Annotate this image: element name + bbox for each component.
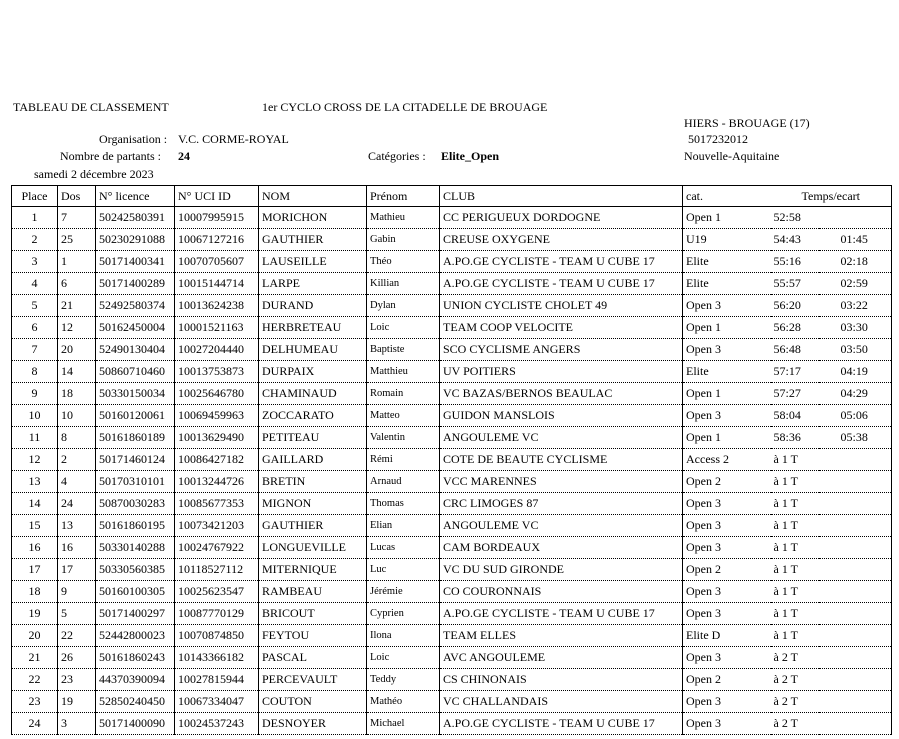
event-title: 1er CYCLO CROSS DE LA CITADELLE DE BROUAGE [262,100,548,114]
nom-cell: COUTON [259,691,367,713]
prenom-cell: Matteo [367,405,440,427]
dos-cell: 10 [58,405,96,427]
place-cell: 11 [12,427,58,449]
nom-cell: BRETIN [259,471,367,493]
dos-cell: 26 [58,647,96,669]
licence-cell: 44370390094 [96,669,175,691]
temps-cell: 56:20 [773,298,801,312]
col-prenom: Prénom [367,186,440,207]
ecart-cell [819,603,892,625]
uci-id-cell: 10069459963 [175,405,259,427]
cat-cell: Open 3 [683,713,771,735]
uci-id-cell: 10001521163 [175,317,259,339]
table-row [12,581,892,603]
cat-cell: Elite D [683,625,771,647]
prenom-cell: Luc [367,559,440,581]
nom-cell: LAUSEILLE [259,251,367,273]
cat-cell: Open 3 [683,405,771,427]
temps-cell: 56:48 [773,342,801,356]
partants-label: Nombre de partants : [60,149,161,163]
nom-cell: MORICHON [259,207,367,229]
results-table [11,185,892,735]
uci-id-cell: 10143366182 [175,647,259,669]
prenom-cell: Gabin [367,229,440,251]
place-cell: 10 [12,405,58,427]
table-row [12,339,892,361]
cat-cell: Elite [683,251,771,273]
uci-id-cell: 10025646780 [175,383,259,405]
club-cell: VC CHALLANDAIS [440,691,683,713]
licence-cell: 50160100305 [96,581,175,603]
organisation-label: Organisation : [99,132,168,146]
dos-cell: 23 [58,669,96,691]
dos-cell: 18 [58,383,96,405]
temps-cell: à 2 T [773,716,798,730]
uci-id-cell: 10015144714 [175,273,259,295]
cat-cell: Open 2 [683,669,771,691]
dos-cell: 21 [58,295,96,317]
temps-cell: 57:27 [773,386,801,400]
nom-cell: LARPE [259,273,367,295]
col-place: Place [12,186,58,207]
dos-cell: 16 [58,537,96,559]
nom-cell: CHAMINAUD [259,383,367,405]
uci-id-cell: 10024767922 [175,537,259,559]
licence-cell: 52442800023 [96,625,175,647]
table-row [12,295,892,317]
uci-id-cell: 10067127216 [175,229,259,251]
nom-cell: PASCAL [259,647,367,669]
prenom-cell: Cyprien [367,603,440,625]
col-uci-id: N° UCI ID [175,186,259,207]
licence-cell: 50161860243 [96,647,175,669]
cat-cell: Open 3 [683,537,771,559]
uci-id-cell: 10013244726 [175,471,259,493]
table-row [12,405,892,427]
table-row [12,669,892,691]
table-row [12,493,892,515]
club-cell: A.PO.GE CYCLISTE - TEAM U CUBE 17 [440,273,683,295]
club-cell: GUIDON MANSLOIS [440,405,683,427]
nom-cell: FEYTOU [259,625,367,647]
dos-cell: 1 [58,251,96,273]
temps-cell: à 1 T [773,452,798,466]
ecart-cell [819,537,892,559]
club-cell: AVC ANGOULEME [440,647,683,669]
prenom-cell: Loic [367,317,440,339]
temps-cell: 57:17 [773,364,801,378]
dos-cell: 7 [58,207,96,229]
cat-cell: Open 3 [683,581,771,603]
temps-cell: 58:36 [773,430,801,444]
club-cell: CAM BORDEAUX [440,537,683,559]
prenom-cell: Elian [367,515,440,537]
dos-cell: 8 [58,427,96,449]
temps-cell: à 1 T [773,518,798,532]
ecart-cell [819,647,892,669]
licence-cell: 50161860195 [96,515,175,537]
ecart-cell [819,581,892,603]
nom-cell: GAUTHIER [259,515,367,537]
place-cell: 9 [12,383,58,405]
prenom-cell: Thomas [367,493,440,515]
cat-cell: Open 2 [683,471,771,493]
dos-cell: 2 [58,449,96,471]
place-cell: 2 [12,229,58,251]
uci-id-cell: 10027204440 [175,339,259,361]
organisation-code: 5017232012 [688,132,748,146]
prenom-cell: Jérémie [367,581,440,603]
uci-id-cell: 10087770129 [175,603,259,625]
dos-cell: 9 [58,581,96,603]
dos-cell: 6 [58,273,96,295]
dos-cell: 4 [58,471,96,493]
dos-cell: 22 [58,625,96,647]
dos-cell: 3 [58,713,96,735]
place-cell: 3 [12,251,58,273]
uci-id-cell: 10118527112 [175,559,259,581]
categories-label: Catégories : [368,149,426,163]
uci-id-cell: 10024537243 [175,713,259,735]
table-header-row [12,186,892,207]
dos-cell: 13 [58,515,96,537]
licence-cell: 50171400289 [96,273,175,295]
cat-cell: Open 3 [683,295,771,317]
place-cell: 16 [12,537,58,559]
cat-cell: Open 3 [683,603,771,625]
ecart-cell [819,515,892,537]
temps-cell: à 1 T [773,496,798,510]
place-cell: 21 [12,647,58,669]
place-cell: 7 [12,339,58,361]
nom-cell: RAMBEAU [259,581,367,603]
nom-cell: DELHUMEAU [259,339,367,361]
prenom-cell: Ilona [367,625,440,647]
nom-cell: PETITEAU [259,427,367,449]
licence-cell: 52490130404 [96,339,175,361]
temps-cell: à 1 T [773,474,798,488]
ecart-cell [819,691,892,713]
cat-cell: Open 1 [683,427,771,449]
prenom-cell: Mathéo [367,691,440,713]
club-cell: VC DU SUD GIRONDE [440,559,683,581]
event-date: samedi 2 décembre 2023 [34,167,154,181]
ecart-cell [819,493,892,515]
nom-cell: GAILLARD [259,449,367,471]
club-cell: ANGOULEME VC [440,515,683,537]
col-cat: cat. [683,186,771,207]
cat-cell: Elite [683,361,771,383]
licence-cell: 50330150034 [96,383,175,405]
club-cell: A.PO.GE CYCLISTE - TEAM U CUBE 17 [440,713,683,735]
cat-cell: Open 1 [683,317,771,339]
prenom-cell: Teddy [367,669,440,691]
ecart-cell [819,559,892,581]
uci-id-cell: 10086427182 [175,449,259,471]
licence-cell: 50171460124 [96,449,175,471]
club-cell: CS CHINONAIS [440,669,683,691]
place-cell: 13 [12,471,58,493]
nom-cell: HERBRETEAU [259,317,367,339]
col-nom: NOM [259,186,367,207]
licence-cell: 50242580391 [96,207,175,229]
table-row [12,207,892,229]
licence-cell: 50170310101 [96,471,175,493]
club-cell: TEAM ELLES [440,625,683,647]
nom-cell: PERCEVAULT [259,669,367,691]
ecart-cell: 05:38 [819,427,892,449]
nom-cell: DESNOYER [259,713,367,735]
temps-cell: à 2 T [773,694,798,708]
col-temps-ecart: Temps/ecart [771,186,892,207]
club-cell: CRC LIMOGES 87 [440,493,683,515]
ecart-cell [819,471,892,493]
temps-cell: à 1 T [773,540,798,554]
uci-id-cell: 10013624238 [175,295,259,317]
club-cell: CC PERIGUEUX DORDOGNE [440,207,683,229]
prenom-cell: Killian [367,273,440,295]
ecart-cell: 04:19 [819,361,892,383]
col-licence: N° licence [96,186,175,207]
temps-cell: 58:04 [773,408,801,422]
uci-id-cell: 10085677353 [175,493,259,515]
uci-id-cell: 10070874850 [175,625,259,647]
place-cell: 8 [12,361,58,383]
table-row [12,537,892,559]
place-cell: 22 [12,669,58,691]
dos-cell: 25 [58,229,96,251]
table-row [12,559,892,581]
dos-cell: 14 [58,361,96,383]
dos-cell: 24 [58,493,96,515]
place-cell: 19 [12,603,58,625]
temps-cell: à 2 T [773,672,798,686]
place-cell: 5 [12,295,58,317]
licence-cell: 50230291088 [96,229,175,251]
licence-cell: 50860710460 [96,361,175,383]
uci-id-cell: 10013629490 [175,427,259,449]
prenom-cell: Mathieu [367,207,440,229]
ecart-cell [819,207,892,229]
nom-cell: GAUTHIER [259,229,367,251]
cat-cell: Open 3 [683,691,771,713]
club-cell: A.PO.GE CYCLISTE - TEAM U CUBE 17 [440,251,683,273]
cat-cell: U19 [683,229,771,251]
prenom-cell: Romain [367,383,440,405]
table-row [12,273,892,295]
place-cell: 15 [12,515,58,537]
cat-cell: Open 3 [683,493,771,515]
ecart-cell: 03:30 [819,317,892,339]
cat-cell: Open 3 [683,339,771,361]
table-row [12,713,892,735]
ecart-cell [819,713,892,735]
cat-cell: Open 2 [683,559,771,581]
dos-cell: 17 [58,559,96,581]
nom-cell: DURAND [259,295,367,317]
region: Nouvelle-Aquitaine [684,149,780,163]
nom-cell: BRICOUT [259,603,367,625]
doc-title: TABLEAU DE CLASSEMENT [13,100,169,114]
table-row [12,251,892,273]
place-cell: 18 [12,581,58,603]
cat-cell: Access 2 [683,449,771,471]
results-table-wrapper [11,185,891,735]
ecart-cell: 02:18 [819,251,892,273]
prenom-cell: Michael [367,713,440,735]
nom-cell: DURPAIX [259,361,367,383]
place-cell: 23 [12,691,58,713]
ecart-cell [819,625,892,647]
table-row [12,603,892,625]
nom-cell: ZOCCARATO [259,405,367,427]
table-row [12,449,892,471]
dos-cell: 12 [58,317,96,339]
nom-cell: LONGUEVILLE [259,537,367,559]
col-club: CLUB [440,186,683,207]
nom-cell: MITERNIQUE [259,559,367,581]
club-cell: A.PO.GE CYCLISTE - TEAM U CUBE 17 [440,603,683,625]
uci-id-cell: 10027815944 [175,669,259,691]
dos-cell: 5 [58,603,96,625]
prenom-cell: Théo [367,251,440,273]
licence-cell: 50171400297 [96,603,175,625]
temps-cell: 54:43 [773,232,801,246]
temps-cell: 55:57 [773,276,801,290]
ecart-cell: 02:59 [819,273,892,295]
place-cell: 20 [12,625,58,647]
table-row [12,229,892,251]
ecart-cell [819,669,892,691]
temps-cell: à 2 T [773,650,798,664]
cat-cell: Open 3 [683,647,771,669]
prenom-cell: Matthieu [367,361,440,383]
licence-cell: 50330140288 [96,537,175,559]
cat-cell: Open 3 [683,515,771,537]
uci-id-cell: 10025623547 [175,581,259,603]
licence-cell: 50162450004 [96,317,175,339]
place-cell: 1 [12,207,58,229]
event-location: HIERS - BROUAGE (17) [684,116,810,130]
uci-id-cell: 10070705607 [175,251,259,273]
categories-value: Elite_Open [441,149,500,163]
table-row [12,383,892,405]
place-cell: 4 [12,273,58,295]
nom-cell: MIGNON [259,493,367,515]
table-row [12,647,892,669]
table-row [12,361,892,383]
licence-cell: 50161860189 [96,427,175,449]
ecart-cell: 03:50 [819,339,892,361]
cat-cell: Open 1 [683,383,771,405]
prenom-cell: Arnaud [367,471,440,493]
ecart-cell: 03:22 [819,295,892,317]
licence-cell: 52850240450 [96,691,175,713]
table-row [12,471,892,493]
table-row [12,691,892,713]
licence-cell: 50160120061 [96,405,175,427]
licence-cell: 50870030283 [96,493,175,515]
organisation-value: V.C. CORME-ROYAL [178,132,289,146]
licence-cell: 52492580374 [96,295,175,317]
table-row [12,427,892,449]
uci-id-cell: 10013753873 [175,361,259,383]
dos-cell: 19 [58,691,96,713]
table-row [12,317,892,339]
table-row [12,625,892,647]
temps-cell: à 1 T [773,562,798,576]
prenom-cell: Valentin [367,427,440,449]
club-cell: CREUSE OXYGENE [440,229,683,251]
partants-value: 24 [178,149,190,163]
place-cell: 6 [12,317,58,339]
temps-cell: à 1 T [773,584,798,598]
ecart-cell: 05:06 [819,405,892,427]
licence-cell: 50171400341 [96,251,175,273]
uci-id-cell: 10007995915 [175,207,259,229]
club-cell: TEAM COOP VELOCITE [440,317,683,339]
temps-cell: 52:58 [773,210,801,224]
dos-cell: 20 [58,339,96,361]
prenom-cell: Loic [367,647,440,669]
col-dos: Dos [58,186,96,207]
ecart-cell: 04:29 [819,383,892,405]
table-row [12,515,892,537]
club-cell: COTE DE BEAUTE CYCLISME [440,449,683,471]
club-cell: CO COURONNAIS [440,581,683,603]
prenom-cell: Rémi [367,449,440,471]
club-cell: SCO CYCLISME ANGERS [440,339,683,361]
licence-cell: 50171400090 [96,713,175,735]
place-cell: 14 [12,493,58,515]
temps-cell: 55:16 [773,254,801,268]
licence-cell: 50330560385 [96,559,175,581]
temps-cell: 56:28 [773,320,801,334]
ecart-cell: 01:45 [819,229,892,251]
place-cell: 12 [12,449,58,471]
temps-cell: à 1 T [773,628,798,642]
club-cell: UNION CYCLISTE CHOLET 49 [440,295,683,317]
uci-id-cell: 10067334047 [175,691,259,713]
prenom-cell: Lucas [367,537,440,559]
cat-cell: Open 1 [683,207,771,229]
club-cell: VCC MARENNES [440,471,683,493]
cat-cell: Elite [683,273,771,295]
prenom-cell: Baptiste [367,339,440,361]
uci-id-cell: 10073421203 [175,515,259,537]
temps-cell: à 1 T [773,606,798,620]
place-cell: 24 [12,713,58,735]
club-cell: UV POITIERS [440,361,683,383]
place-cell: 17 [12,559,58,581]
club-cell: VC BAZAS/BERNOS BEAULAC [440,383,683,405]
ecart-cell [819,449,892,471]
prenom-cell: Dylan [367,295,440,317]
club-cell: ANGOULEME VC [440,427,683,449]
